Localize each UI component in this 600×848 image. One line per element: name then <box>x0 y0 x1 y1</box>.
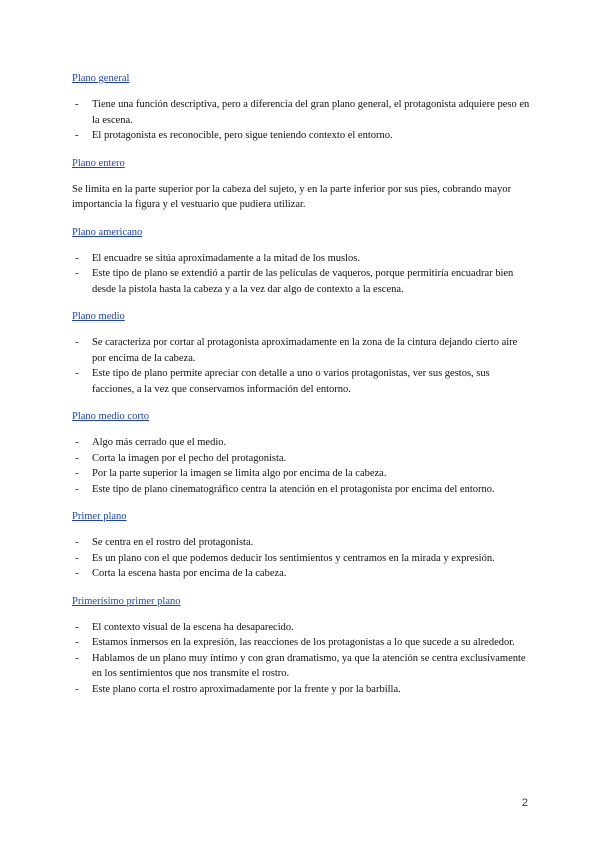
bullet-item: - Estamos inmersos en la expresión, las reacciones de los protagonistas a lo que sucede a su alrededor. <box>72 635 532 651</box>
section-plano-americano <box>72 226 532 298</box>
section-plano-entero <box>72 157 532 213</box>
section-paragraph: Se limita en la parte superior por la cabeza del sujeto, y en la parte inferior por sus pies, cobrando mayor importancia la figura y el vestuario que pudiera utilizar. <box>72 183 512 210</box>
bullet-list <box>72 97 532 144</box>
bullet-item: - Se caracteriza por cortar al protagonista aproximadamente en la zona de la cintura dejando cierto aire por encima de la cabeza. <box>72 335 532 366</box>
bullet-item: - Este plano corta el rostro aproximadamente por la frente y por la barbilla. <box>72 682 532 698</box>
section-plano-medio-corto <box>72 410 532 497</box>
section-plano-medio <box>72 310 532 397</box>
bullet-list <box>72 620 532 698</box>
bullet-item: - Este tipo de plano permite apreciar con detalle a uno o varios protagonistas, ver sus gestos, sus facciones, a la vez que conservamos información del entorno. <box>72 366 532 397</box>
section-plano-general <box>72 72 532 144</box>
bullet-item: - Hablamos de un plano muy íntimo y con gran dramatismo, ya que la atención se centra exclusivamente en los sentimientos que nos transmite el rostro. <box>72 651 532 682</box>
section-heading-link[interactable]: Plano americano <box>72 226 143 238</box>
bullet-item: - Este tipo de plano se extendió a partir de las películas de vaqueros, porque permitiría encuadrar bien desde la pistola hasta la cabeza y a la vez dar algo de contexto a la escena. <box>72 266 532 297</box>
section-heading-link[interactable]: Plano entero <box>72 157 125 169</box>
bullet-item: - Tiene una función descriptiva, pero a diferencia del gran plano general, el protagonista adquiere peso en la escena. <box>72 97 532 128</box>
section-primer-plano <box>72 510 532 582</box>
section-heading-link[interactable]: Primerísimo primer plano <box>72 595 181 607</box>
bullet-item: - El encuadre se sitúa aproximadamente a la mitad de los muslos. <box>72 251 532 267</box>
section-heading-link[interactable]: Plano medio <box>72 311 125 322</box>
bullet-item: - Algo más cerrado que el medio. <box>72 435 532 451</box>
bullet-item: - Este tipo de plano cinematográfico centra la atención en el protagonista por encima del entorno. <box>72 482 532 498</box>
document-body <box>72 72 532 710</box>
bullet-item: - Se centra en el rostro del protagonista. <box>72 535 532 551</box>
bullet-list <box>72 251 532 298</box>
section-primerisimo-primer-plano <box>72 595 532 698</box>
bullet-item: - El contexto visual de la escena ha desaparecido. <box>72 620 532 636</box>
section-heading-link[interactable]: Plano medio corto <box>72 411 149 422</box>
bullet-list <box>72 335 532 397</box>
bullet-item: - Es un plano con el que podemos deducir los sentimientos y centramos en la mirada y expresión. <box>72 551 532 567</box>
bullet-item: - El protagonista es reconocible, pero sigue teniendo contexto el entorno. <box>72 128 532 144</box>
section-heading-link[interactable]: Primer plano <box>72 511 127 522</box>
bullet-item: - Por la parte superior la imagen se limita algo por encima de la cabeza. <box>72 466 532 482</box>
bullet-item: - Corta la escena hasta por encima de la cabeza. <box>72 566 532 582</box>
bullet-list <box>72 535 532 582</box>
page-number: 2 <box>521 797 528 809</box>
section-heading-link[interactable]: Plano general <box>72 73 130 84</box>
bullet-list <box>72 435 532 497</box>
bullet-item: - Corta la imagen por el pecho del protagonista. <box>72 451 532 467</box>
